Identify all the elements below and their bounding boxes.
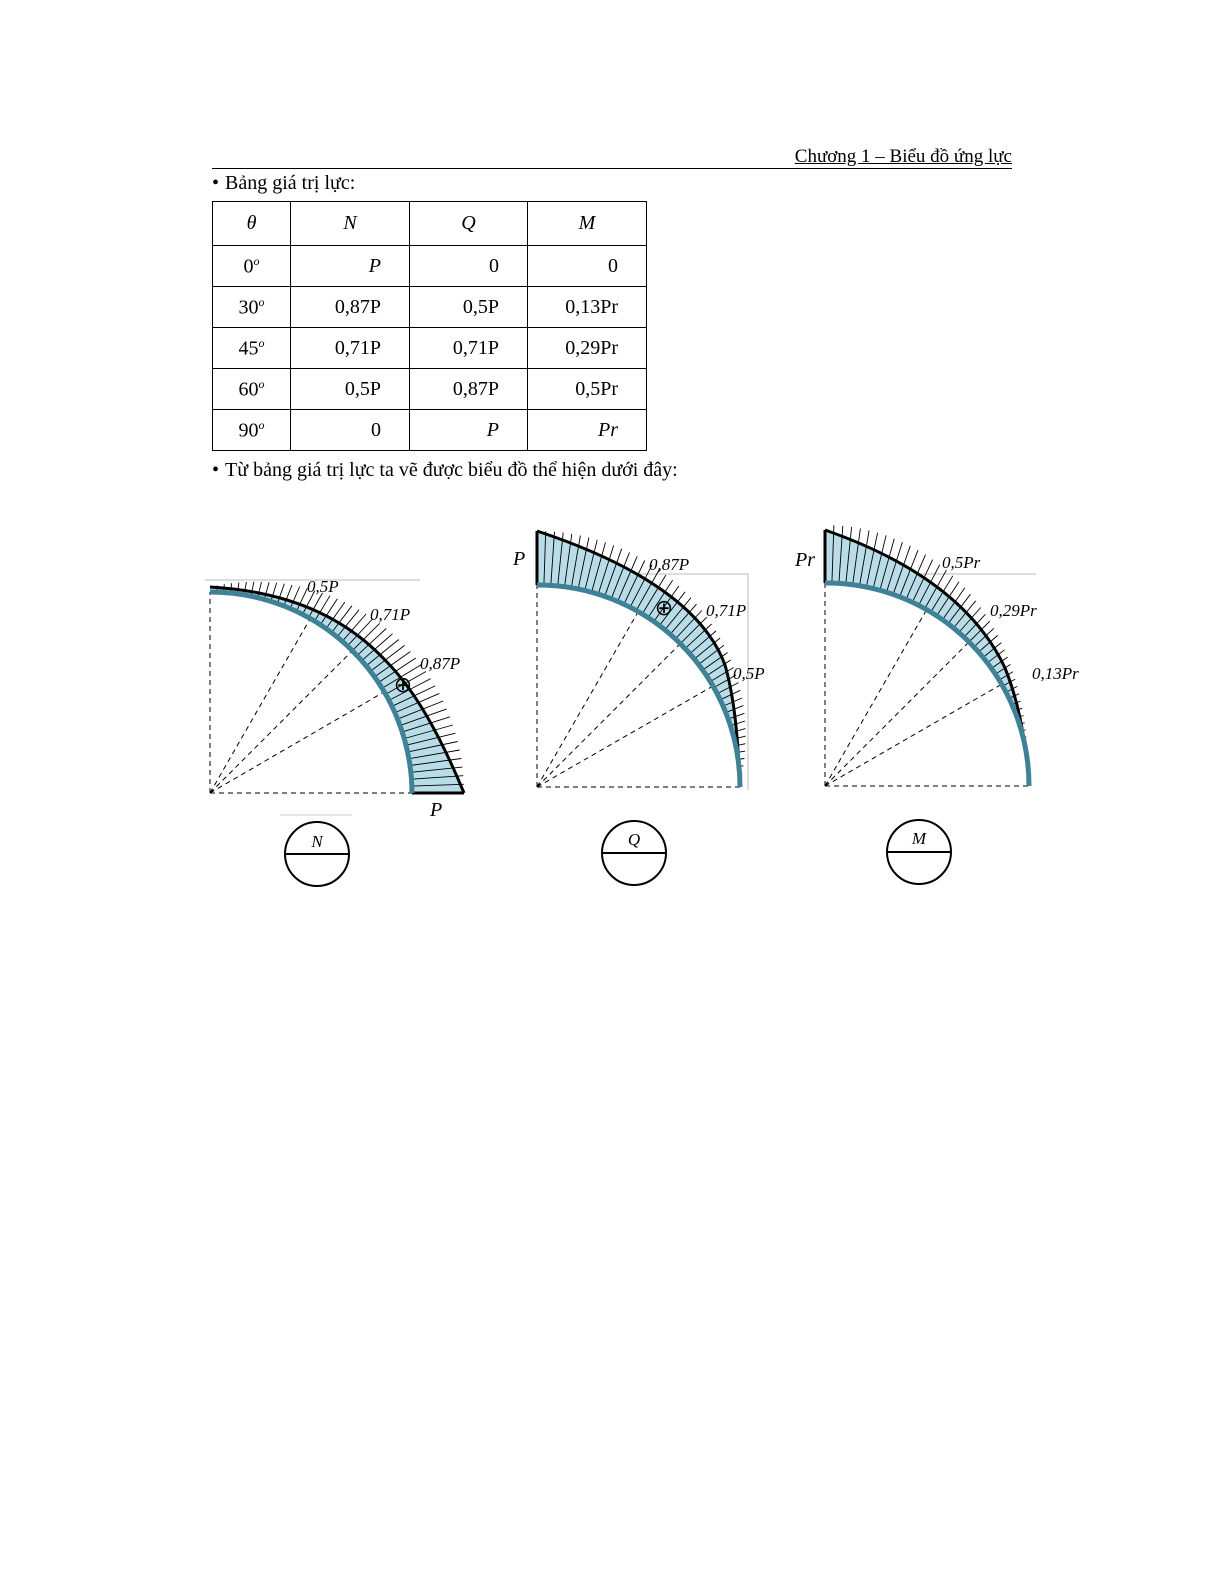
m-label-013pr: 0,13Pr (1032, 664, 1079, 683)
q-diagram (512, 531, 765, 885)
m-diagram (794, 525, 1079, 884)
header-theta: θ (213, 202, 291, 246)
table-intro-text: Bảng giá trị lực: (225, 172, 356, 194)
n-label-05p: 0,5P (307, 577, 339, 596)
table-header-row (213, 202, 647, 246)
n-legend-label: N (311, 832, 323, 851)
header-q: Q (410, 202, 528, 246)
table-row (213, 410, 647, 451)
angle-cell: 30$^o$ (213, 287, 291, 328)
q-legend-icon (602, 821, 666, 885)
chapter-title: Chương 1 – Biểu đồ ứng lực (794, 146, 1012, 167)
m-cell: 0,13Pr (528, 287, 647, 328)
q-cell: 0,87P (410, 369, 528, 410)
q-legend-label: Q (627, 830, 641, 849)
q-cell: 0,71P (410, 328, 528, 369)
m-cell: 0 (528, 246, 647, 287)
n-diagram-hatch (217, 582, 464, 786)
angle-cell: 90$^o$ (213, 410, 291, 451)
m-legend-icon (887, 820, 951, 884)
n-label-p: P (430, 799, 443, 821)
header-m: M (528, 202, 647, 246)
diagram-intro (212, 459, 678, 482)
m-cell: 0,29Pr (528, 328, 647, 369)
page-header (212, 146, 1012, 169)
angle-cell: 0$^o$ (213, 246, 291, 287)
table-row (213, 246, 647, 287)
m-legend-label: M (911, 829, 927, 848)
q-label-05p: 0,5P (733, 664, 765, 683)
bullet-mark: • (212, 459, 220, 481)
n-cell: 0,5P (291, 369, 410, 410)
force-values-table (212, 201, 647, 451)
diagram-intro-text: Từ bảng giá trị lực ta vẽ được biểu đồ thể hiện dưới đây: (225, 459, 678, 481)
n-cell: P (291, 246, 410, 287)
n-plus-sign: ⊕ (393, 673, 413, 698)
n-label-071p: 0,71P (370, 605, 411, 624)
n-cell: 0,71P (291, 328, 410, 369)
q-diagram-fill (537, 531, 740, 787)
m-label-05pr: 0,5Pr (942, 553, 981, 572)
m-label-029pr: 0,29Pr (990, 601, 1037, 620)
n-label-087p: 0,87P (420, 654, 461, 673)
n-cell: 0 (291, 410, 410, 451)
table-row (213, 369, 647, 410)
m-label-pr: Pr (795, 549, 815, 571)
force-diagrams (0, 510, 1225, 910)
q-plus-sign: ⊕ (654, 596, 674, 621)
table-row (213, 328, 647, 369)
q-label-071p: 0,71P (706, 601, 747, 620)
table-row (213, 287, 647, 328)
header-n: N (291, 202, 410, 246)
angle-cell: 60$^o$ (213, 369, 291, 410)
q-label-p: P (513, 548, 526, 570)
n-cell: 0,87P (291, 287, 410, 328)
n-legend-icon (285, 822, 349, 886)
m-cell: 0,5Pr (528, 369, 647, 410)
bullet-mark: • (212, 172, 220, 194)
q-cell: 0,5P (410, 287, 528, 328)
angle-cell: 45$^o$ (213, 328, 291, 369)
q-label-087p: 0,87P (649, 555, 690, 574)
q-cell: P (410, 410, 528, 451)
m-cell: Pr (528, 410, 647, 451)
q-cell: 0 (410, 246, 528, 287)
n-diagram (205, 577, 464, 886)
table-intro (212, 172, 355, 195)
